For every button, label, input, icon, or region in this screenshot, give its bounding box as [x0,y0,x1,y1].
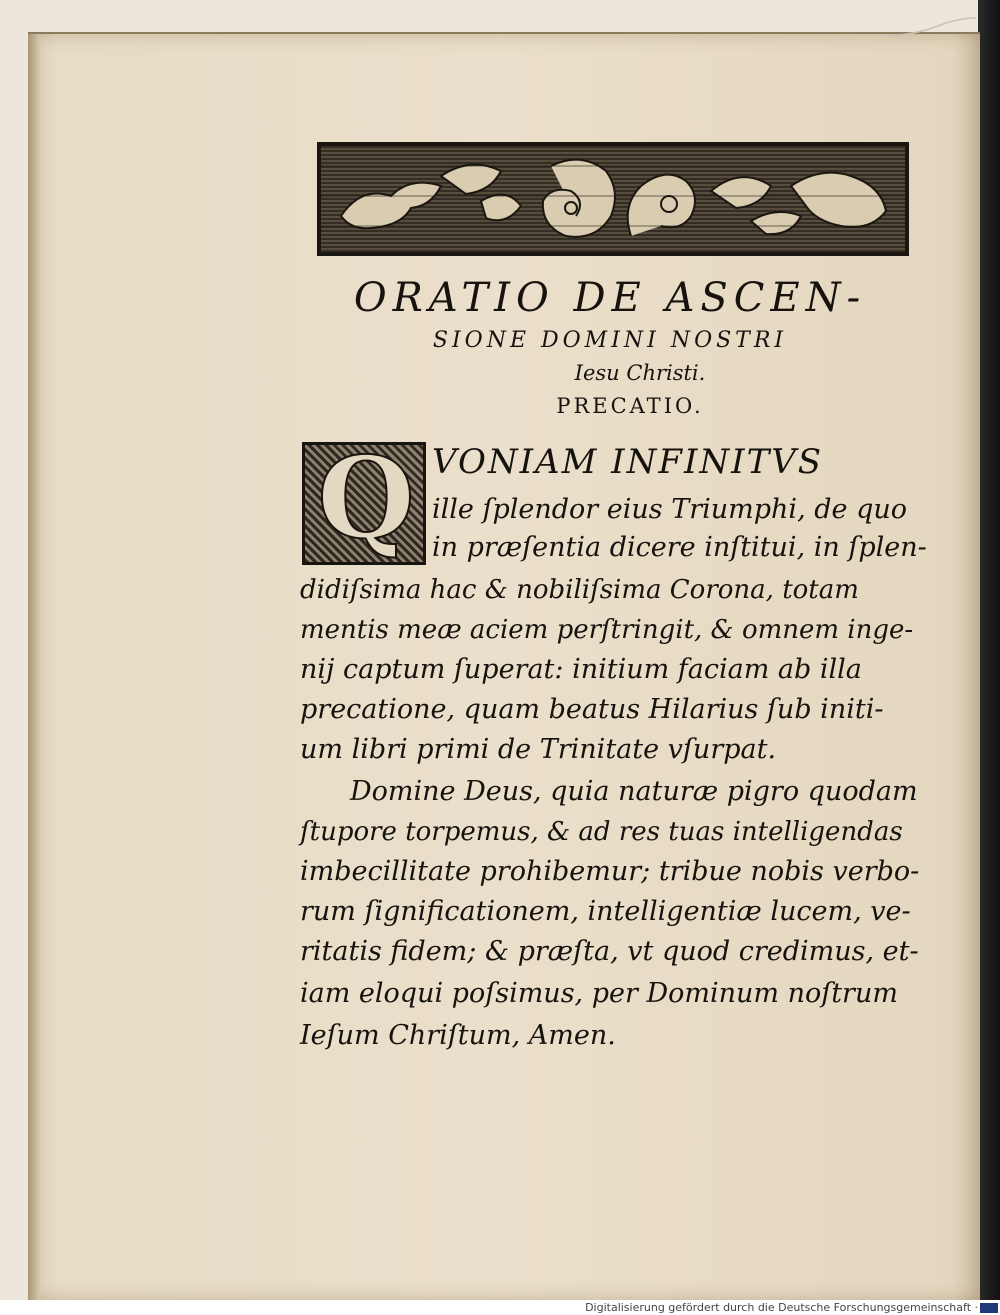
title-line-2: SIONE DOMINI NOSTRI [432,328,788,353]
section-heading: PRECATIO. [556,394,704,418]
body-line: mentis meæ aciem perſtringit, & omnem inge- [300,615,914,645]
body-line: ſtupore torpemus, & ad res tuas intelligendas [300,817,903,847]
decorated-initial [302,433,426,565]
body-line: Domine Deus, quia naturæ pigro quodam [350,776,918,807]
thread-image [888,6,978,46]
ornament-illustration [321,146,905,252]
body-line: rum ſignificationem, intelligentiæ lucem, ve- [300,896,911,927]
woodcut-header-ornament [317,142,909,256]
digitization-footer [0,1300,1000,1315]
body-line: didiſsima hac & nobiliſsima Corona, totam [300,575,859,605]
body-line: ille ſplendor eius Triumphi, de quo [432,494,908,525]
title-line-1: ORATIO DE ASCEN- [353,275,867,321]
body-line: in præſentia dicere inſtitui, in ſplen- [432,532,927,563]
scan-edge-strip [978,0,1000,1300]
body-line: iam eloqui poſsimus, per Dominum noſtrum [300,978,898,1009]
body-line: nij captum ſuperat: initium faciam ab illa [300,654,862,685]
title-line-3: Iesu Christi. [574,361,706,385]
page-top-edge [28,32,980,34]
body-line: VONIAM INFINITVS [432,442,824,482]
body-line: imbecillitate prohibemur; tribue nobis verbo- [300,856,920,887]
body-line: um libri primi de Trinitate vſurpat. [300,734,777,765]
body-line: precatione, quam beatus Hilarius ſub initi- [300,694,884,725]
body-line: Ieſum Chriſtum, Amen. [300,1020,616,1051]
page-edge [28,34,40,1300]
oration-title [300,272,920,388]
dfg-logo [980,1303,998,1313]
funding-credit: Digitalisierung gefördert durch die Deutsche Forschungsgemeinschaft · [585,1301,978,1314]
initial-letter: Q [317,433,415,564]
body-line: ritatis fidem; & præſta, vt quod credimus, et- [300,936,919,967]
